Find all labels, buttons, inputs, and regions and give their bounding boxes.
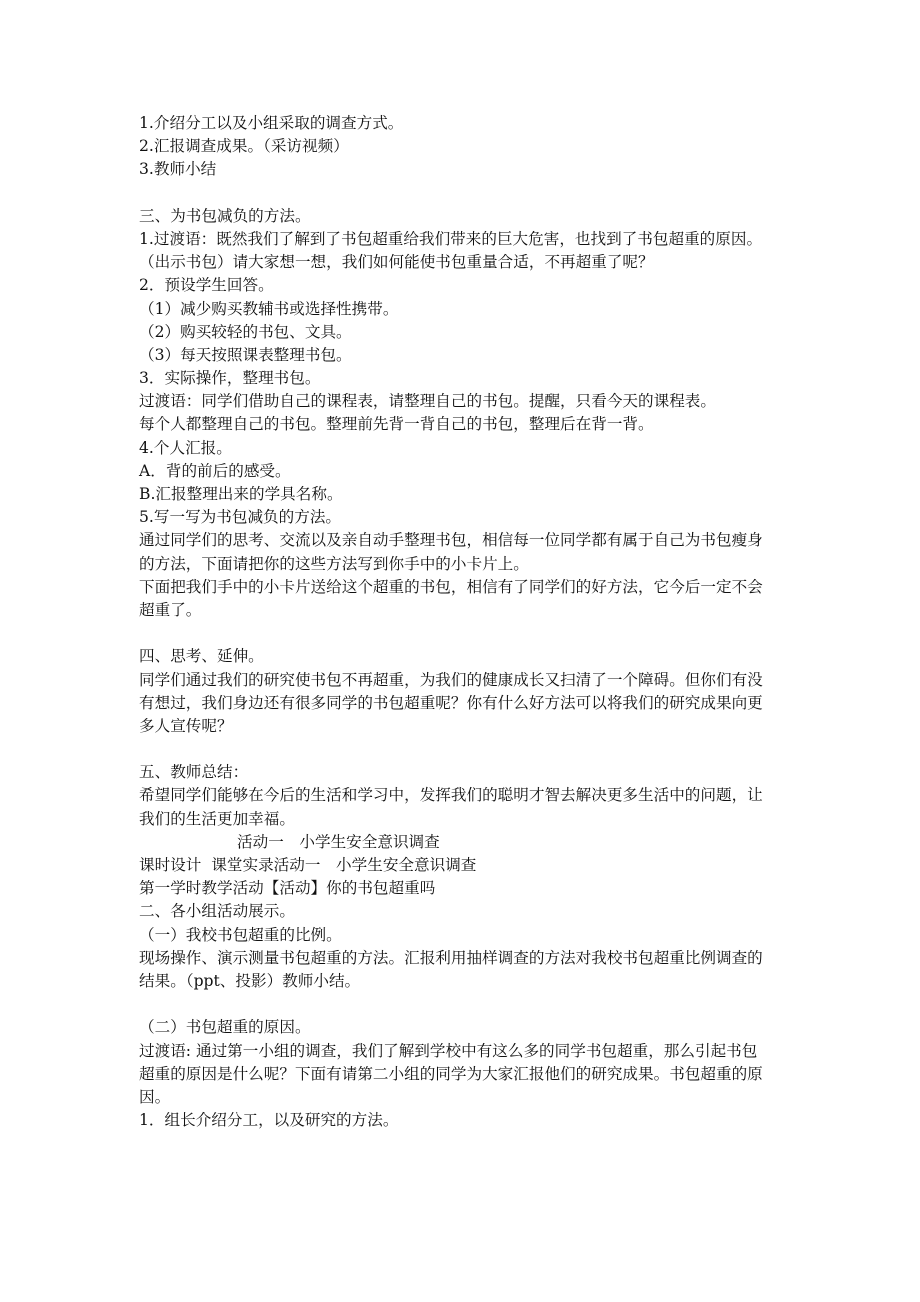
blank-line — [139, 993, 789, 1016]
text-line: 2．预设学生回答。 — [139, 276, 274, 295]
blank-line — [139, 738, 789, 761]
text-line: 超重了。 — [139, 600, 202, 619]
text-line: 过渡语: 通过第一小组的调查，我们了解到学校中有这么多的同学书包超重，那么引起书包 — [139, 1041, 758, 1060]
subsection-heading: （二）书包超重的原因。 — [139, 1018, 311, 1037]
document-body — [139, 112, 789, 1132]
text-line: A．背的前后的感受。 — [139, 461, 291, 480]
text-line: 希望同学们能够在今后的生活和学习中，发挥我们的聪明才智去解决更多生活中的问题，让 — [139, 786, 763, 805]
activity-title: 活动一 小学生安全意识调查 — [237, 832, 440, 851]
text-line: B.汇报整理出来的学具名称。 — [139, 485, 343, 503]
text-line: 的方法，下面请把你的这些方法写到你手中的小卡片上。 — [139, 554, 529, 573]
text-line: 4.个人汇报。 — [139, 438, 232, 457]
text-line: 过渡语：同学们借助自己的课程表，请整理自己的书包。提醒，只看今天的课程表。 — [139, 392, 716, 411]
text-line: 因。 — [139, 1087, 171, 1106]
text-line: 每个人都整理自己的书包。整理前先背一背自己的书包，整理后在背一背。 — [139, 415, 654, 434]
list-item: （2）购买较轻的书包、文具。 — [139, 322, 352, 341]
section-heading: 二、各小组活动展示。 — [139, 902, 295, 921]
text-line: （出示书包）请大家想一想，我们如何能使书包重量合适，不再超重了呢？ — [139, 253, 654, 272]
section-heading: 三、为书包减负的方法。 — [139, 206, 311, 225]
text-line: 现场操作、演示测量书包超重的方法。汇报利用抽样调查的方法对我校书包超重比例调查的 — [139, 948, 763, 967]
blank-line — [139, 622, 789, 645]
text-line: 同学们通过我们的研究使书包不再超重，为我们的健康成长又扫清了一个障碍。但你们有没 — [139, 670, 763, 689]
text-line: 通过同学们的思考、交流以及亲自动手整理书包，相信每一位同学都有属于自己为书包瘦身 — [139, 531, 763, 550]
text-line: 下面把我们手中的小卡片送给这个超重的书包，相信有了同学们的好方法，它今后一定不会 — [139, 577, 763, 596]
section-heading: 五、教师总结： — [139, 763, 249, 782]
text-line: 超重的原因是什么呢？下面有请第二小组的同学为大家汇报他们的研究成果。书包超重的原 — [139, 1064, 763, 1083]
section-heading: 四、思考、延伸。 — [139, 647, 264, 666]
text-line: 我们的生活更加幸福。 — [139, 809, 295, 828]
text-line: 多人宣传呢？ — [139, 716, 233, 735]
blank-line — [139, 182, 789, 205]
text-line: 有想过，我们身边还有很多同学的书包超重呢？你有什么好方法可以将我们的研究成果向更 — [139, 693, 763, 712]
text-line: 1．组长介绍分工，以及研究的方法。 — [139, 1111, 399, 1130]
list-item: （3）每天按照课表整理书包。 — [139, 345, 352, 364]
subsection-heading: （一）我校书包超重的比例。 — [139, 925, 342, 944]
text-line: 3．实际操作，整理书包。 — [139, 369, 321, 388]
text-line: 1.介绍分工以及小组采取的调查方式。 — [139, 114, 404, 132]
list-item: （1）减少购买教辅书或选择性携带。 — [139, 299, 399, 318]
text-line: 3.教师小结 — [139, 160, 217, 179]
text-line: 第一学时教学活动【活动】你的书包超重吗 — [139, 879, 436, 898]
text-line: 5.写一写为书包减负的方法。 — [139, 508, 342, 527]
text-line: 结果。（ppt、投影）教师小结。 — [139, 971, 361, 990]
text-line: 课时设计 课堂实录活动一 小学生安全意识调查 — [139, 856, 477, 874]
text-line: 2.汇报调查成果。（采访视频） — [139, 137, 349, 156]
text-line: 1.过渡语：既然我们了解到了书包超重给我们带来的巨大危害，也找到了书包超重的原因。 — [139, 229, 763, 248]
